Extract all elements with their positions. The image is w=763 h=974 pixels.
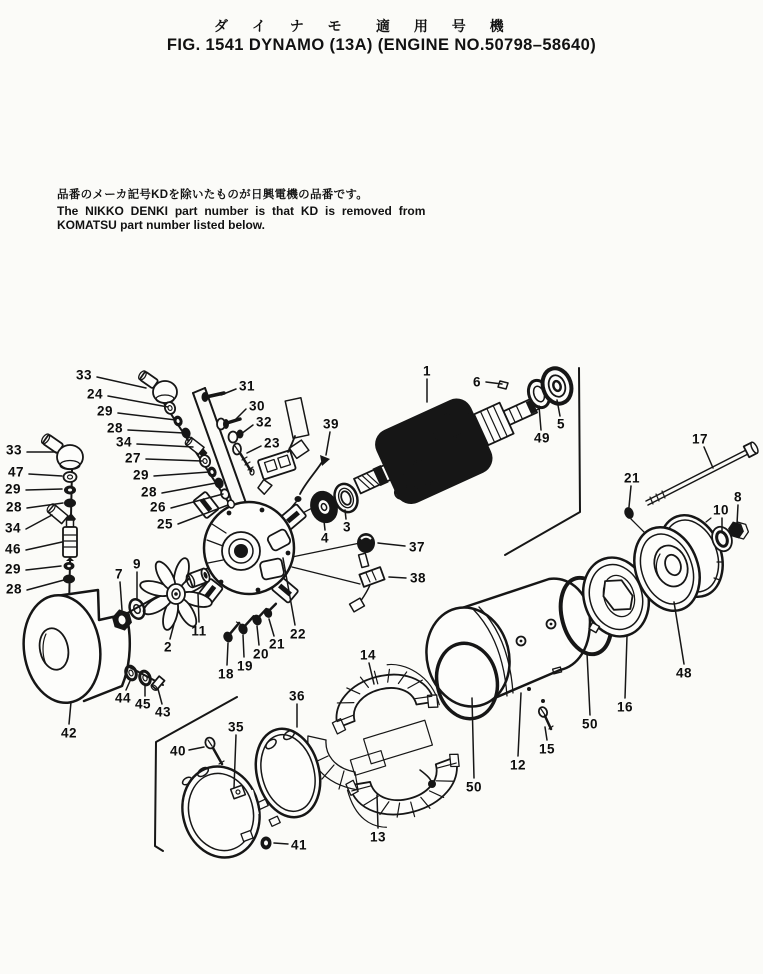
part-label-34-4: 34 xyxy=(115,434,133,450)
note-japanese: 品番のメーカ記号KDを除いたものが日興電機の品番です。 xyxy=(57,189,369,201)
part-label-28-13: 28 xyxy=(5,499,23,515)
part-label-21-28: 21 xyxy=(623,470,641,486)
brush-38 xyxy=(350,567,385,612)
part-label-29-16: 29 xyxy=(4,561,22,577)
part-label-1-23: 1 xyxy=(422,363,432,379)
band-screw-40 xyxy=(204,736,224,764)
frame-drum-12 xyxy=(416,579,590,716)
hardware-stack-left xyxy=(40,433,83,614)
title-japanese-right: 適 用 号 機 xyxy=(376,18,514,34)
part-label-33-10: 33 xyxy=(5,442,23,458)
coil-winding-block xyxy=(350,720,436,788)
end-frame xyxy=(193,491,307,605)
part-label-28-3: 28 xyxy=(106,420,124,436)
part-label-11-50: 11 xyxy=(191,623,207,639)
note-english-line2: KOMATSU part number listed below. xyxy=(57,218,266,232)
end-cover-42 xyxy=(17,590,130,708)
part-label-41-42: 41 xyxy=(290,837,308,853)
cover-band-35 xyxy=(172,758,269,867)
part-label-14-38: 14 xyxy=(359,647,377,663)
part-label-29-12: 29 xyxy=(4,481,22,497)
part-label-40-41: 40 xyxy=(169,743,187,759)
part-label-4-59: 4 xyxy=(320,530,330,546)
part-label-50-33: 50 xyxy=(581,716,599,732)
part-label-22-55: 22 xyxy=(289,626,307,642)
fan-2 xyxy=(139,557,214,632)
shaft-pin xyxy=(498,381,508,389)
part-label-47-11: 47 xyxy=(7,464,25,480)
band-nut-41 xyxy=(261,837,272,850)
part-label-29-2: 29 xyxy=(96,403,114,419)
lead-connector-upper xyxy=(285,398,309,438)
part-label-36-39: 36 xyxy=(288,688,306,704)
part-label-19-52: 19 xyxy=(236,658,254,674)
part-label-23-21: 23 xyxy=(263,435,281,451)
part-label-9-48: 9 xyxy=(132,556,142,572)
part-label-27-5: 27 xyxy=(124,450,142,466)
figure-title: FIG. 1541 DYNAMO (13A) (ENGINE NO.50798–58640) xyxy=(166,36,597,54)
part-label-30-19: 30 xyxy=(248,398,266,414)
part-label-34-14: 34 xyxy=(4,520,22,536)
part-label-10-29: 10 xyxy=(712,502,730,518)
field-coil-14 xyxy=(321,654,439,734)
armature xyxy=(341,363,559,523)
part-label-12-34: 12 xyxy=(509,757,527,773)
part-label-37-56: 37 xyxy=(408,539,426,555)
part-label-6-24: 6 xyxy=(472,374,482,390)
part-label-45-45: 45 xyxy=(134,696,152,712)
through-bolt-17 xyxy=(646,441,759,505)
part-label-13-37: 13 xyxy=(369,829,387,845)
part-label-50-36: 50 xyxy=(465,779,483,795)
part-label-49-26: 49 xyxy=(533,430,551,446)
title-japanese-left: ダ イ ナ モ xyxy=(214,18,352,34)
part-label-17-27: 17 xyxy=(691,431,709,447)
part-label-20-53: 20 xyxy=(252,646,270,662)
part-label-8-30: 8 xyxy=(733,489,743,505)
part-label-39-22: 39 xyxy=(322,416,340,432)
part-label-43-46: 43 xyxy=(154,704,172,720)
part-label-35-40: 35 xyxy=(227,719,245,735)
part-label-3-58: 3 xyxy=(342,519,352,535)
part-label-46-15: 46 xyxy=(4,541,22,557)
part-label-15-35: 15 xyxy=(538,741,556,757)
part-label-16-32: 16 xyxy=(616,699,634,715)
part-label-48-31: 48 xyxy=(675,665,693,681)
part-label-26-8: 26 xyxy=(149,499,167,515)
screw-15 xyxy=(538,706,553,729)
part-label-33-0: 33 xyxy=(75,367,93,383)
part-label-44-44: 44 xyxy=(114,690,132,706)
part-label-2-49: 2 xyxy=(163,639,173,655)
field-coil-13 xyxy=(345,752,471,834)
part-label-25-9: 25 xyxy=(156,516,174,532)
part-label-28-7: 28 xyxy=(140,484,158,500)
part-label-7-47: 7 xyxy=(114,566,124,582)
part-label-28-17: 28 xyxy=(5,581,23,597)
part-label-32-20: 32 xyxy=(255,414,273,430)
part-label-18-51: 18 xyxy=(217,666,235,682)
part-label-38-57: 38 xyxy=(409,570,427,586)
lock-key-21 xyxy=(623,506,636,520)
part-label-24-1: 24 xyxy=(86,386,104,402)
part-label-42-43: 42 xyxy=(60,725,78,741)
part-label-5-25: 5 xyxy=(556,416,566,432)
note-english-line1: The NIKKO DENKI part number is that KD is removed from xyxy=(57,203,426,218)
part-label-29-6: 29 xyxy=(132,467,150,483)
part-label-21-54: 21 xyxy=(268,636,286,652)
part-label-31-18: 31 xyxy=(238,378,256,394)
cover-hardware xyxy=(124,665,165,692)
brush-37 xyxy=(357,533,375,568)
